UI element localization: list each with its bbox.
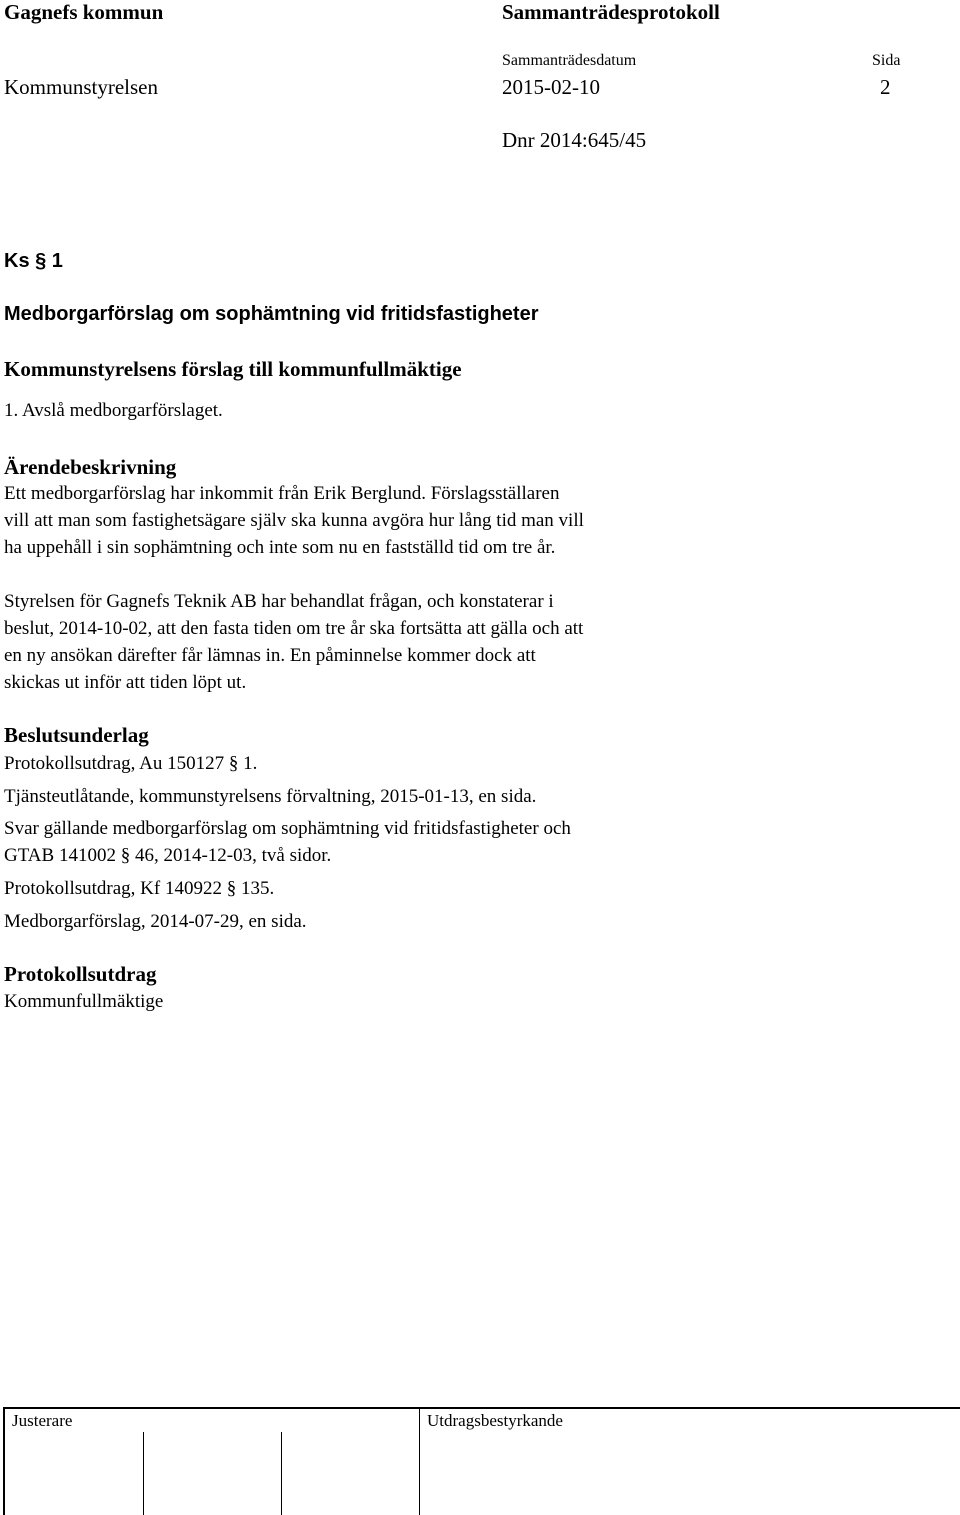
basis-item: Tjänsteutlåtande, kommunstyrelsens förvaltning, 2015-01-13, en sida. [4, 786, 537, 807]
basis-item: Svar gällande medborgarförslag om sophämtning vid fritidsfastigheter och [4, 818, 571, 839]
extract-recipient: Kommunfullmäktige [4, 991, 164, 1012]
description-line: Styrelsen för Gagnefs Teknik AB har behandlat frågan, och konstaterar i [4, 591, 554, 612]
organization-name: Gagnefs kommun [4, 0, 164, 24]
basis-heading: Beslutsunderlag [4, 723, 149, 747]
adjuster-signature-line-2 [281, 1432, 282, 1515]
meeting-date: 2015-02-10 [502, 75, 600, 99]
body-name: Kommunstyrelsen [4, 75, 158, 99]
description-line: beslut, 2014-10-02, att den fasta tiden om tre år ska fortsätta att gälla och att [4, 618, 584, 639]
description-line: skickas ut inför att tiden löpt ut. [4, 672, 247, 693]
proposal-heading: Kommunstyrelsens förslag till kommunfullmäktige [4, 357, 462, 381]
basis-item: Medborgarförslag, 2014-07-29, en sida. [4, 911, 307, 932]
proposal-item: 1. Avslå medborgarförslaget. [4, 400, 223, 421]
description-line: ha uppehåll i sin sophämtning och inte som nu en fastställd tid om tre år. [4, 537, 556, 558]
extract-heading: Protokollsutdrag [4, 962, 157, 986]
certifier-label: Utdragsbestyrkande [427, 1411, 563, 1430]
paragraph-number: Ks § 1 [4, 250, 63, 272]
description-line: en ny ansökan därefter får lämnas in. En påminnelse kommer dock att [4, 645, 536, 666]
basis-item: GTAB 141002 § 46, 2014-12-03, två sidor. [4, 845, 332, 866]
case-number: Dnr 2014:645/45 [502, 128, 647, 152]
description-heading: Ärendebeskrivning [4, 455, 177, 479]
date-label: Sammanträdesdatum [502, 52, 637, 69]
description-line: Ett medborgarförslag har inkommit från Erik Berglund. Förslagsställaren [4, 483, 560, 504]
page-number: 2 [880, 75, 891, 99]
adjuster-label: Justerare [12, 1411, 73, 1430]
page-label: Sida [872, 52, 901, 69]
certifier-separator [419, 1407, 420, 1515]
adjuster-signature-line-1 [143, 1432, 144, 1515]
basis-item: Protokollsutdrag, Kf 140922 § 135. [4, 878, 275, 899]
description-line: vill att man som fastighetsägare själv ska kunna avgöra hur lång tid man vill [4, 510, 584, 531]
document-type: Sammanträdesprotokoll [502, 0, 720, 24]
basis-item: Protokollsutdrag, Au 150127 § 1. [4, 753, 258, 774]
case-title: Medborgarförslag om sophämtning vid fritidsfastigheter [4, 303, 539, 325]
